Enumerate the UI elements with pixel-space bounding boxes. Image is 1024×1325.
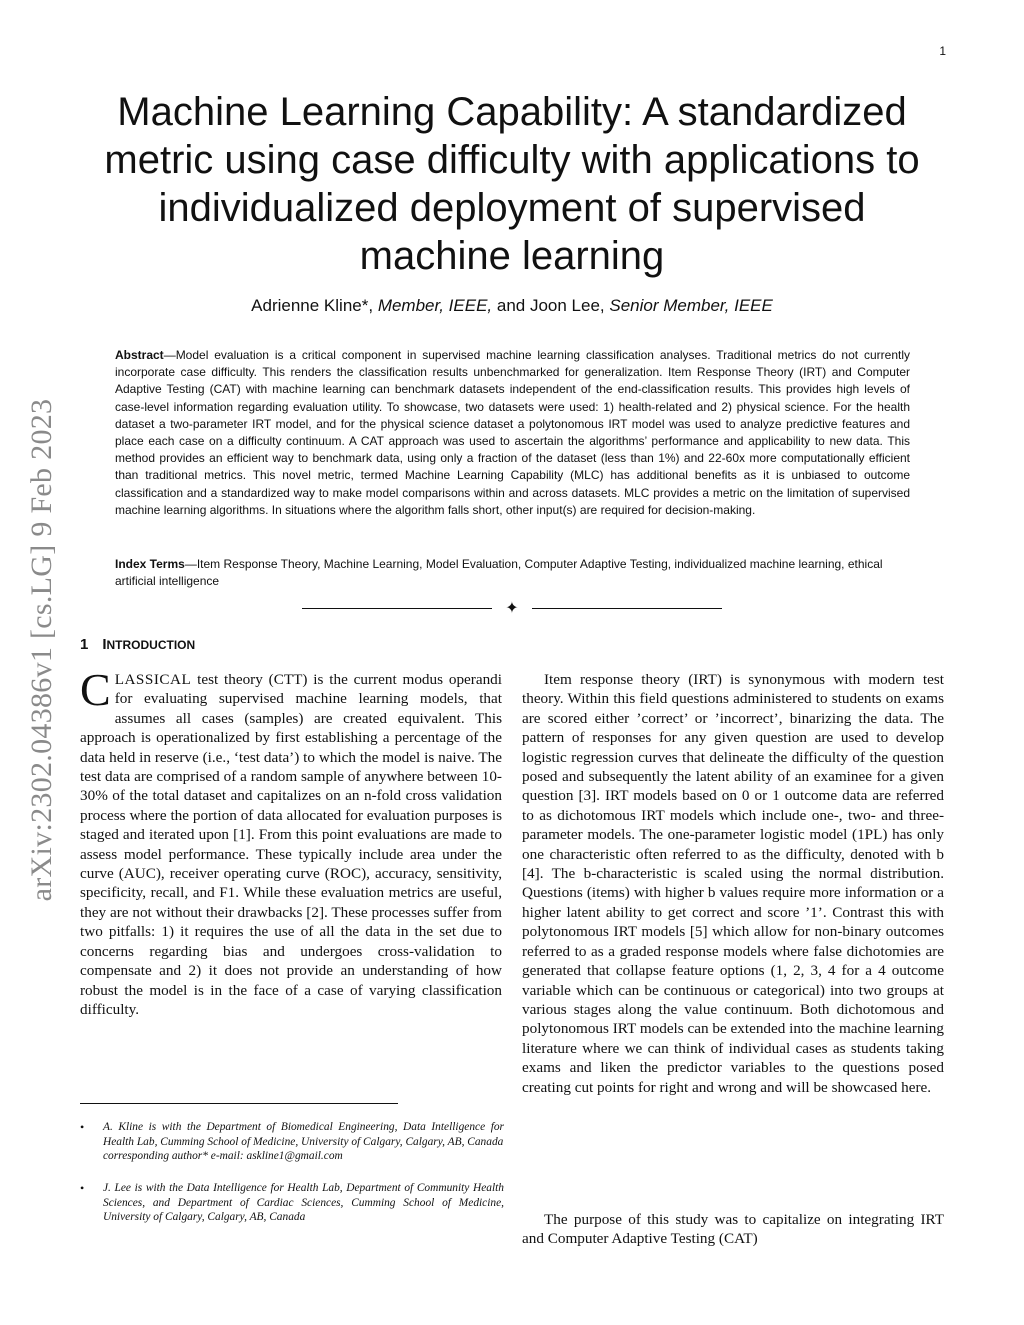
author-2-role: Senior Member, IEEE: [609, 296, 773, 315]
title-line-1: Machine Learning Capability: A standardized: [117, 90, 907, 134]
intro-smallcaps: LASSICAL: [114, 671, 192, 688]
section-title-rest: NTRODUCTION: [106, 638, 196, 652]
separator-rule-right: [532, 608, 722, 609]
title-line-4: machine learning: [359, 234, 665, 278]
footnote-bullet-icon: •: [80, 1120, 85, 1134]
irt-paragraph: Item response theory (IRT) is synonymous with modern test theory. Within this field questions administered to students on exams are scored either ’correct’ or ’incorrect’, binarizing the data. The pattern of responses for any given question are used to develop logistic regression curves that delineate the difficulty of the question posed and subsequently the latent ability of an examinee for a given question [3]. IRT models based on 0 or 1 outcome data are referred to as dichotomous IRT models which include one-, two- and three-parameter models. The one-parameter logistic model (1PL) has only one characteristic often referred to as the difficulty, denoted with b [4]. The b-characteristic is scaled using the normal distribution. Questions (items) with higher b values require more information or a higher latent ability to get correct and score ’1’. Contrast this with polytonomous IRT models [5] which allow for non-binary outcomes referred to as a graded response models where false dichotomies are generated that collapse feature options (1, 2, 3, 4 for a 4 outcome variable which can be continuous or categorical) into two groups at various stages along the value continuum. Both dichotomous and polytonomous IRT models can be extended into the machine learning literature where we can think of individual cases as students taking exams and liken the predictor variables to the questions posed creating cut points for right and wrong and will be showcased here.: [522, 671, 944, 1096]
footnote-rule: [80, 1103, 398, 1104]
abstract-text: —Model evaluation is a critical component in supervised machine learning classification analyses. Traditional metrics do not currently incorporate case difficulty. This renders the classification results unbenchmarked for generalization. Item Response Theory (IRT) and Computer Adaptive Testing (CAT) with machine learning can benchmark datasets independent of the end-classification results. This provides high levels of case-level information regarding evaluation utility. To showcase, two datasets were used: 1) health-related and 2) physical science. For the health dataset a two-parameter IRT model, and for the physical science dataset a polytonomous IRT model was used to analyze predictive features and place each case on a difficulty continuum. A CAT approach was used to ascertain the algorithms’ performance and applicability to new data. This method provides an efficient way to benchmark data, using only a fraction of the dataset (less than 1%) and 22-60x more computationally efficient than traditional metrics. This novel metric, termed Machine Learning Capability (MLC) has additional benefits as it is unbiased to outcome classification and a standardized way to make model comparisons within and across datasets. MLC provides a metric on the limitation of supervised machine learning algorithms. In situations where the algorithm falls short, other input(s) are required for decision-making.: [115, 348, 910, 517]
drop-cap: C: [80, 664, 111, 715]
arxiv-identifier-stamp: arXiv:2302.04386v1 [cs.LG] 9 Feb 2023: [25, 398, 58, 902]
footnote-bullet-icon: •: [80, 1181, 85, 1195]
section-number: 1: [80, 636, 89, 653]
intro-paragraph-1-text: test theory (CTT) is the current modus operandi for evaluating supervised machine learning models, that assumes all cases (samples) are created equivalent. This approach is operationalized by first establishing a percentage of the data held in reserve (i.e., ‘test data’) to which the model is naive. The test data are comprised of a random sample of anywhere between 10-30% of the total dataset and capitalizes on an n-fold cross validation process where the portion of data allocated for evaluation purposes is staged and iterated upon [1]. From this point evaluations are made to assess model performance. These typically include area under the curve (AUC), receiver operating curve (ROC), accuracy, sensitivity, specificity, recall, and F1. While these evaluation metrics are useful, they are not without their drawbacks [2]. These processes suffer from two pitfalls: 1) it requires the use of all the data in the set due to concerns regarding bias and undergoes cross-validation to compensate and 2) it does not provide an understanding of how robust the model is in the face of a case of varying classification difficulty.: [80, 671, 502, 1018]
index-terms: [115, 556, 910, 590]
author-line: [90, 296, 934, 316]
section-heading-introduction: [80, 636, 195, 653]
author-1-role: Member, IEEE,: [377, 296, 493, 315]
author-conjunction: and Joon Lee,: [496, 296, 605, 315]
footnote-1-text: A. Kline is with the Department of Biomedical Engineering, Data Intelligence for Health Lab, Cumming School of Medicine, University of Calgary, Calgary, AB, Canada corresponding author* e-mail: askline1@gmail.com: [103, 1121, 504, 1163]
title-line-2: metric using case difficulty with applications to: [104, 138, 920, 182]
title-line-3: individualized deployment of supervised: [158, 186, 866, 230]
separator-rule-left: [302, 608, 492, 609]
intro-paragraph-1: [80, 664, 502, 1019]
index-terms-text: —Item Response Theory, Machine Learning, Model Evaluation, Computer Adaptive Testing, individualized machine learning, ethical artificial intelligence: [115, 557, 883, 589]
index-terms-label: Index Terms: [115, 557, 185, 571]
intro-left-column: [80, 664, 502, 1019]
intro-right-paragraph-1: [522, 670, 944, 1097]
intro-right-paragraph-2: [522, 1210, 944, 1249]
footnote-affiliation-kline: [80, 1120, 504, 1164]
footnote-1-contact: corresponding author* e-mail: askline1@gmail.com: [103, 1150, 343, 1163]
section-title-initial: I: [102, 636, 107, 653]
separator-diamond-icon: ✦: [505, 600, 519, 617]
paper-title: [90, 88, 934, 280]
purpose-paragraph: The purpose of this study was to capitalize on integrating IRT and Computer Adaptive Testing (CAT): [522, 1211, 944, 1248]
author-1-name: Adrienne Kline*,: [251, 296, 374, 315]
footnote-2-text: J. Lee is with the Data Intelligence for Health Lab, Department of Community Health Sciences, and Department of Cardiac Sciences, Cumming School of Medicine, University of Calgary, Calgary, AB, Canada: [103, 1182, 504, 1224]
section-separator: [302, 600, 722, 616]
page-number: 1: [939, 44, 946, 58]
abstract: [115, 347, 910, 519]
abstract-label: Abstract: [115, 348, 164, 362]
footnote-affiliation-lee: [80, 1181, 504, 1225]
